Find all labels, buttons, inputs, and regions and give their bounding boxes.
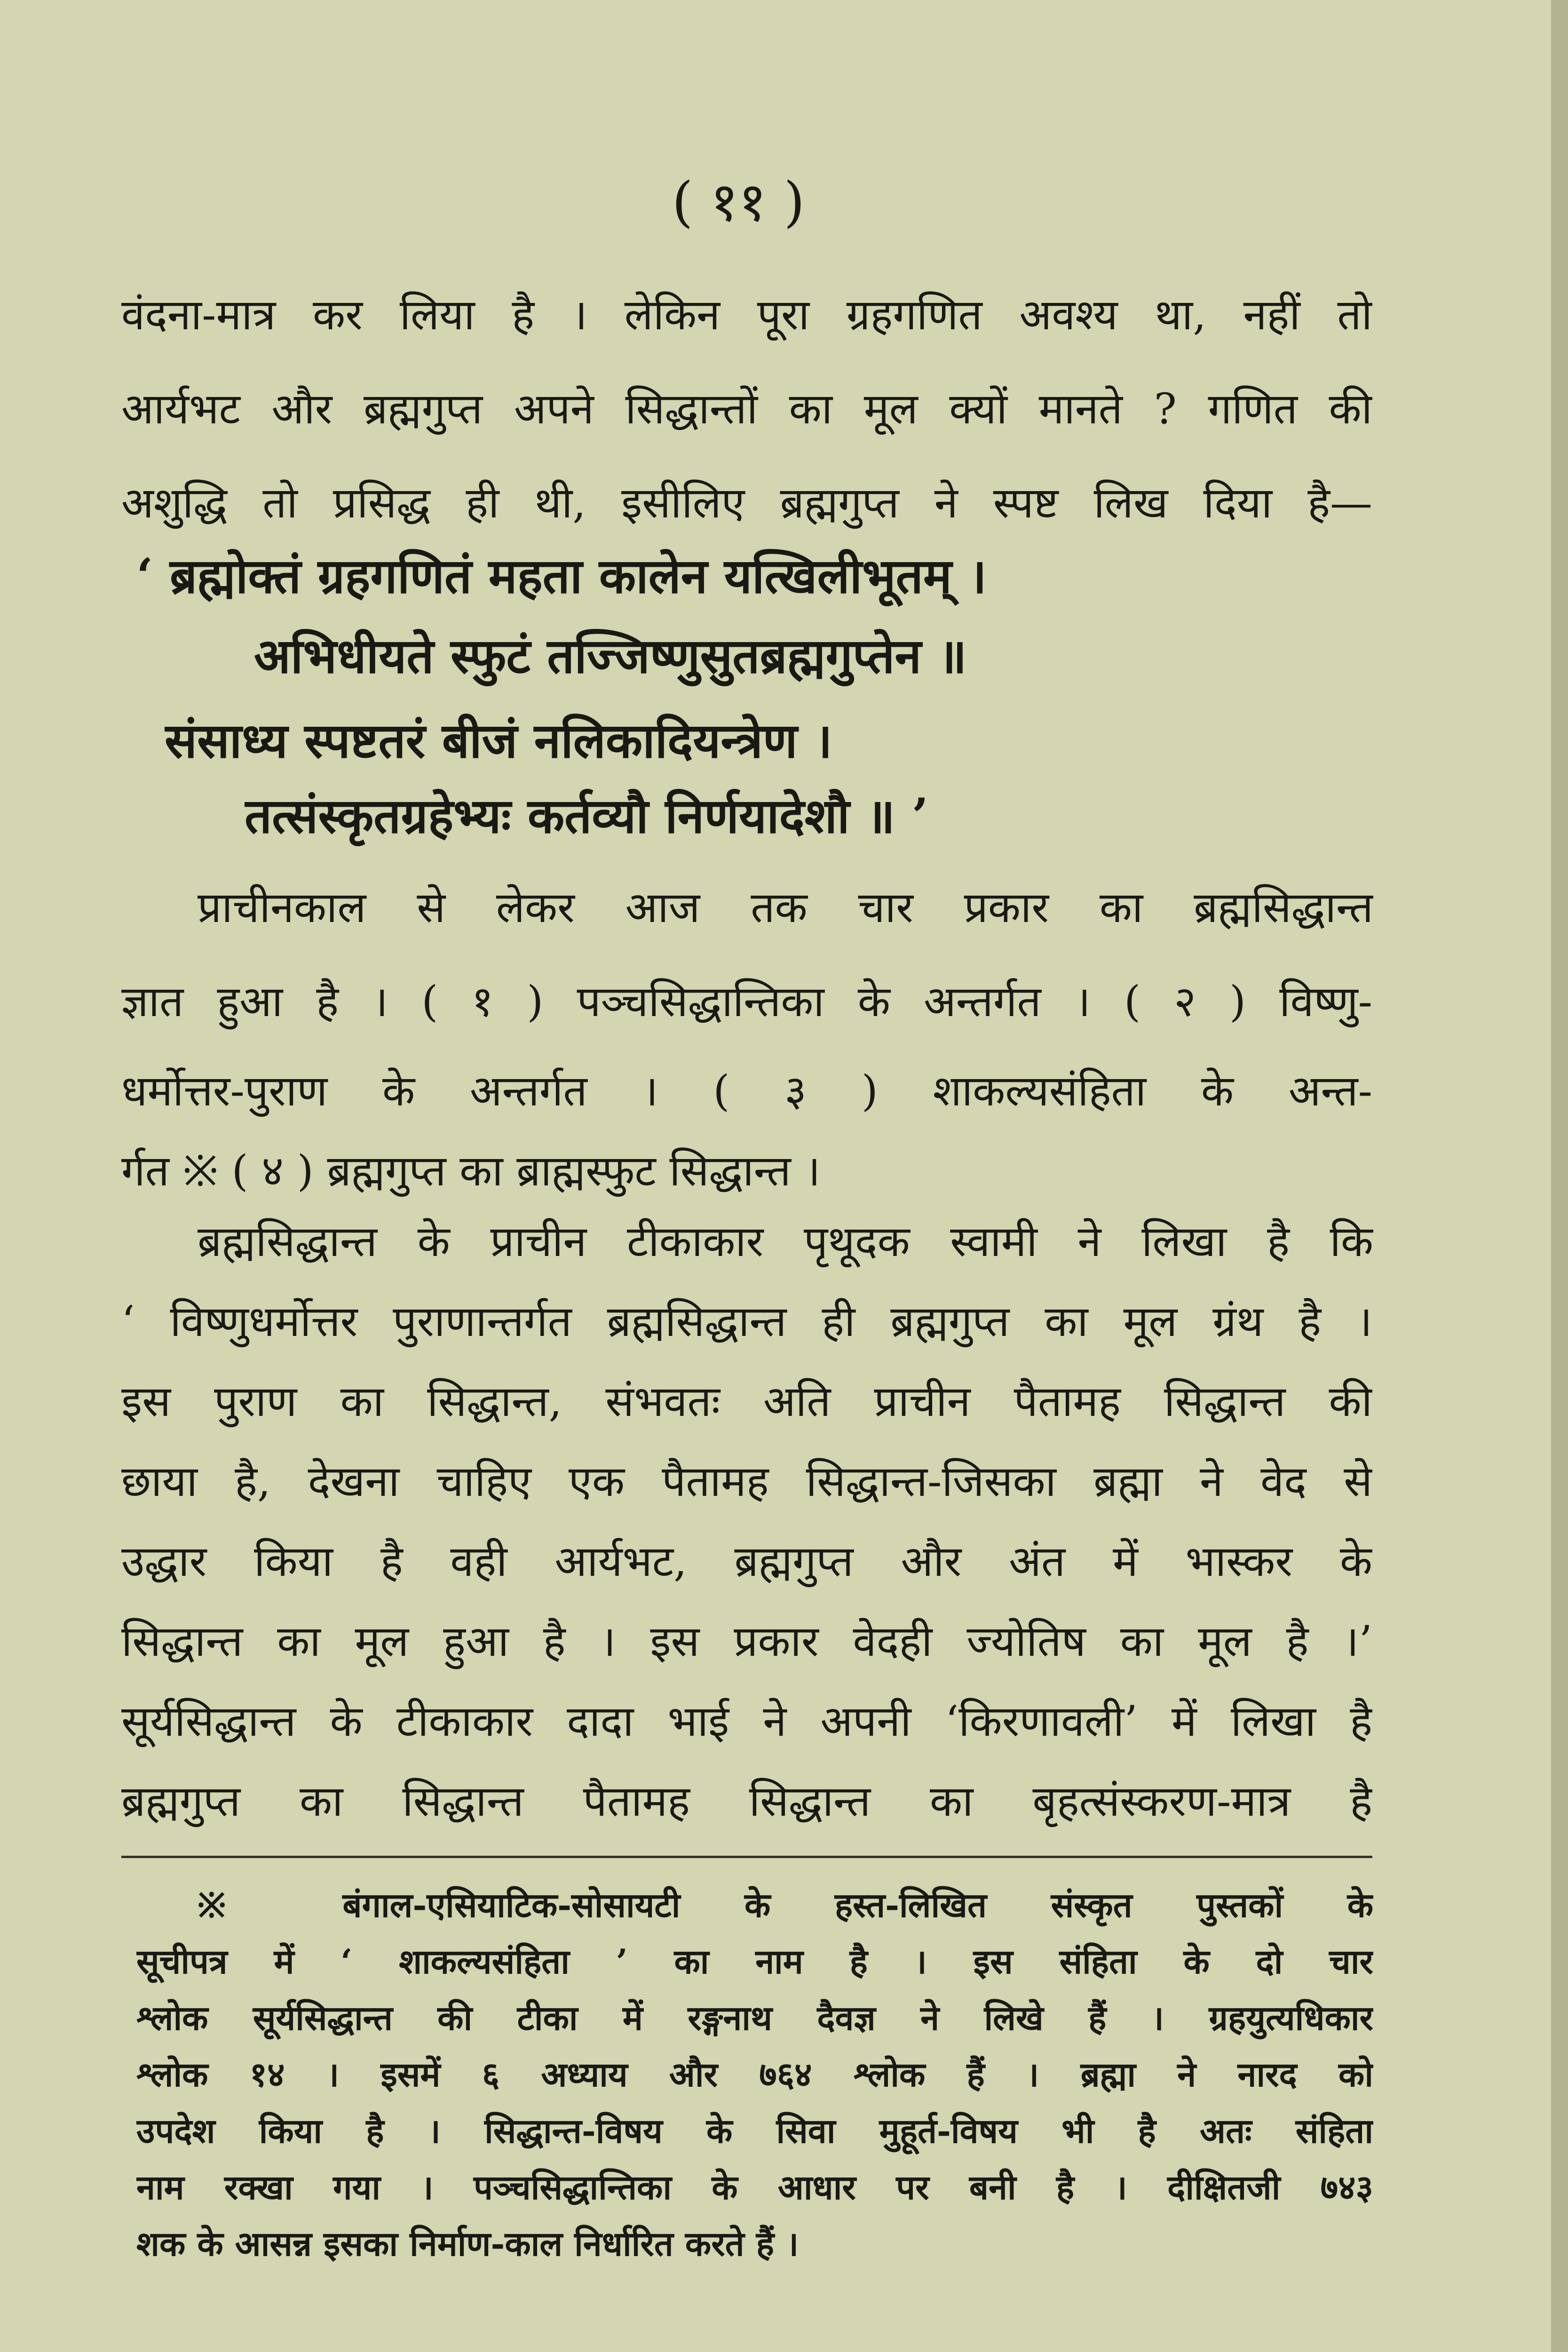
footnote-line: ※ बंगाल-एसियाटिक-सोसायटी के हस्त-लिखित संस्कृत पुस्तकों के — [198, 1885, 1373, 1925]
verse-line: अभिधीयते स्फुटं तज्जिष्णुसुतब्रह्मगुप्तेन ॥ — [254, 628, 967, 684]
footnote-line: सूचीपत्र में ‘ शाकल्यसंहिता ’ का नाम है । इस संहिता के दो चार — [136, 1941, 1373, 1981]
footnote-line: उपदेश किया है । सिद्धान्त-विषय के सिवा मुहूर्त-विषय भी है अतः संहिता — [136, 2111, 1373, 2151]
footnote-line: शक के आसन्न इसका निर्माण-काल निर्धारित करते हैं । — [136, 2224, 799, 2264]
page-edge — [1551, 0, 1568, 2352]
paragraph-line: र्गत ※ ( ४ ) ब्रह्मगुप्त का ब्राह्मस्फुट सिद्धान्त । — [121, 1146, 821, 1196]
paragraph-line: आर्यभट और ब्रह्मगुप्त अपने सिद्धान्तों का मूल क्यों मानते ? गणित की — [121, 384, 1372, 434]
footnote-divider — [121, 1856, 1372, 1858]
paragraph-line: उद्धार किया है वही आर्यभट, ब्रह्मगुप्त और अंत में भास्कर के — [121, 1537, 1372, 1586]
paragraph-line: सिद्धान्त का मूल हुआ है । इस प्रकार वेदही ज्योतिष का मूल है ।’ — [121, 1617, 1372, 1666]
page-number: ( ११ ) — [672, 171, 805, 234]
paragraph-line: सूर्यसिद्धान्त के टीकाकार दादा भाई ने अपनी ‘किरणावली’ में लिखा है — [121, 1697, 1372, 1746]
verse-line: तत्संस्कृतग्रहेभ्यः कर्तव्यौ निर्णयादेशौ ॥ ’ — [245, 788, 929, 844]
paragraph-line: ज्ञात हुआ है । ( १ ) पञ्चसिद्धान्तिका के अन्तर्गत । ( २ ) विष्णु- — [121, 977, 1372, 1026]
paragraph-line: प्राचीनकाल से लेकर आज तक चार प्रकार का ब्रह्मसिद्धान्त — [198, 883, 1373, 932]
paragraph-line: छाया है, देखना चाहिए एक पैतामह सिद्धान्त-जिसका ब्रह्मा ने वेद से — [121, 1457, 1372, 1506]
paragraph-line: ब्रह्मसिद्धान्त के प्राचीन टीकाकार पृथूदक स्वामी ने लिखा है कि — [198, 1217, 1373, 1266]
paragraph-line: ‘ विष्णुधर्मोत्तर पुराणान्तर्गत ब्रह्मसिद्धान्त ही ब्रह्मगुप्त का मूल ग्रंथ है । — [121, 1297, 1372, 1346]
paragraph-line: ब्रह्मगुप्त का सिद्धान्त पैतामह सिद्धान्त का बृहत्संस्करण-मात्र है — [121, 1777, 1372, 1826]
footnote-line: श्लोक सूर्यसिद्धान्त की टीका में रङ्गनाथ दैवज्ञ ने लिखे हैं । ग्रहयुत्यधिकार — [136, 1998, 1373, 2038]
footnote-line: नाम रक्खा गया । पञ्चसिद्धान्तिका के आधार पर बनी है । दीक्षितजी ७४३ — [136, 2167, 1373, 2207]
paragraph-line: इस पुराण का सिद्धान्त, संभवतः अति प्राचीन पैतामह सिद्धान्त की — [121, 1377, 1372, 1426]
verse-line: ‘ ब्रह्मोक्तं ग्रहगणितं महता कालेन यत्खिलीभूतम् । — [136, 548, 987, 604]
paragraph-line: अशुद्धि तो प्रसिद्ध ही थी, इसीलिए ब्रह्मगुप्त ने स्पष्ट लिख दिया है— — [121, 478, 1372, 528]
paragraph-line: वंदना-मात्र कर लिया है । लेकिन पूरा ग्रहगणित अवश्य था, नहीं तो — [121, 290, 1372, 340]
paragraph-line: धर्मोत्तर-पुराण के अन्तर्गत । ( ३ ) शाकल्यसंहिता के अन्त- — [121, 1066, 1372, 1116]
footnote-line: श्लोक १४ । इसमें ६ अध्याय और ७६४ श्लोक हैं । ब्रह्मा ने नारद को — [136, 2054, 1373, 2094]
verse-line: संसाध्य स्पष्टतरं बीजं नलिकादियन्त्रेण । — [165, 713, 832, 769]
